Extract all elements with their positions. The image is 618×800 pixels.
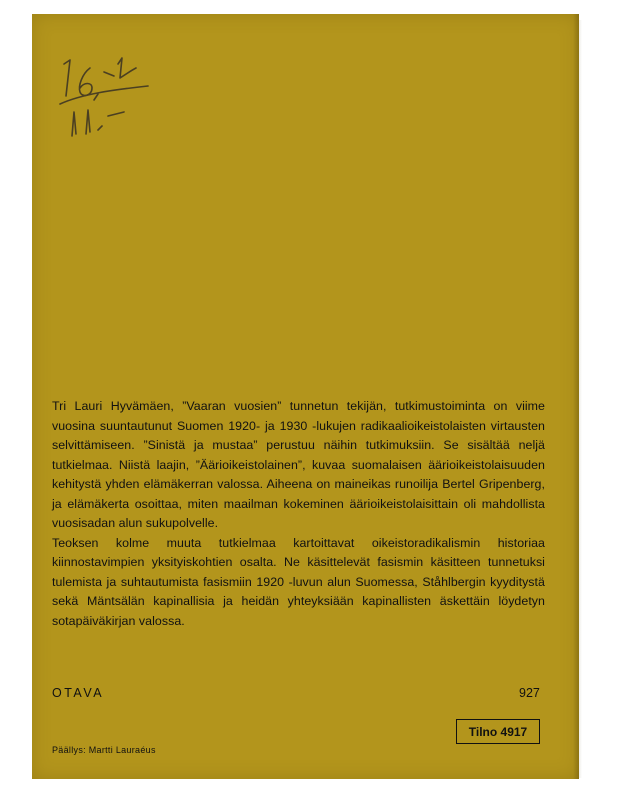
blurb-paragraph-1: Tri Lauri Hyvämäen, ”Vaaran vuosien” tunnetun tekijän, tutkimustoiminta on viime vuosina suuntautunut Suomen 1920- ja 1930 -lukujen radikaalioikeistolaisten virtausten selvittämiseen. ”Sinistä ja mustaa” perustuu näihin tutkimuksiin. Se sisältää neljä tutkielmaa. Niistä laajin, ”Äärioikeistolainen”, kuvaa suomalaisen äärioikeistolaisuuden kehitystä yhden elämäkerran valossa. Aiheena on maineikas runoilija Bertel Gripenberg, ja elämäkerta osoittaa, miten maailman kokeminen äärioikeistolaisittain oli mahdollista vuosisadan alun sukupolvelle.: [52, 399, 545, 530]
publisher-name: OTAVA: [52, 686, 105, 700]
blurb-paragraph-2: Teoksen kolme muuta tutkielmaa kartoittavat oikeistoradikalismin historiaa kiinnostavimpien yksityiskohtien osalta. Ne käsittelevät fasismin käsitteen tunnetuksi tulemista ja suhtautumista fasismiin 1920 -luvun alun Suomessa, Ståhlbergin kyyditystä sekä Mäntsälän kapinallisia ja heidän yhteyksiään kapinallisten äskettäin löydetyn sotapäiväkirjan valossa.: [52, 535, 545, 628]
book-back-cover: [32, 14, 579, 779]
product-code: 927: [519, 686, 540, 700]
handwritten-price-note: [52, 34, 162, 144]
back-cover-blurb: [52, 397, 545, 631]
order-number-box: [456, 719, 540, 744]
order-number: Tilno 4917: [468, 724, 528, 739]
cover-designer-credit: Päällys: Martti Lauraéus: [52, 745, 156, 755]
